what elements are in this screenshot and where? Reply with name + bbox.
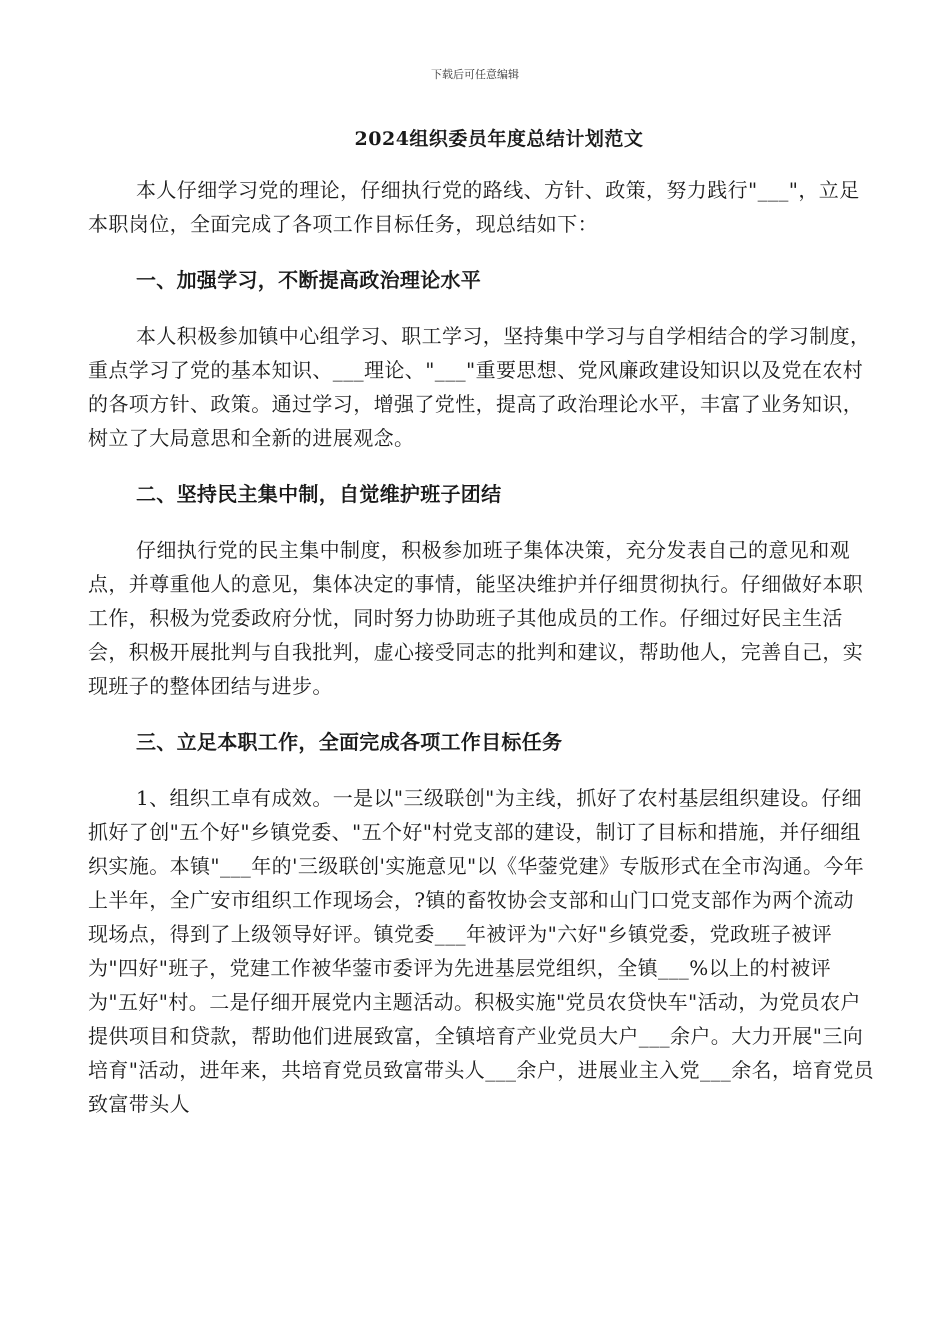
section-heading-1: 一、加强学习，不断提高政治理论水平 <box>136 268 482 292</box>
section-heading-2: 二、坚持民主集中制，自觉维护班子团结 <box>136 482 502 506</box>
intro-paragraph: 本人仔细学习党的理论，仔细执行党的路线、方针、政策，努力践行"___"，立足本职岗位，全面完成了各项工作目标任务，现总结如下： <box>88 178 860 236</box>
section-paragraph-2: 仔细执行党的民主集中制度，积极参加班子集体决策，充分发表自己的意见和观点，并尊重他人的意见，集体决定的事情，能坚决维护并仔细贯彻执行。仔细做好本职工作，积极为党委政府分忧，同时努力协助班子其他成员的工作。仔细过好民主生活会，积极开展批判与自我批判，虚心接受同志的批判和建议，帮助他人，完善自己，实现班子的整体团结与进步。 <box>88 538 864 698</box>
section-paragraph-3: 1、组织工卓有成效。一是以"三级联创"为主线，抓好了农村基层组织建设。仔细抓好了创"五个好"乡镇党委、"五个好"村党支部的建设，制订了目标和措施，并仔细组织实施。本镇"___年的'三级联创'实施意见"以《华蓥党建》专版形式在全市沟通。今年上半年，全广安市组织工作现场会，?镇的畜牧协会支部和山门口党支部作为两个流动现场点，得到了上级领导好评。镇党委___年被评为"六好"乡镇党委，党政班子被评为"四好"班子，党建工作被华蓥市委评为先进基层党组织，全镇___%以上的村被评为"五好"村。二是仔细开展党内主题活动。积极实施"党员农贷快车"活动，为党员农户提供项目和贷款，帮助他们进展致富，全镇培育产业党员大户___余户。大力开展"三向培育"活动，进年来，共培育党员致富带头人___余户，进展业主入党___余名，培育党员致富带头人 <box>88 786 874 1116</box>
document-body <box>88 150 874 1121</box>
document-title: 2024组织委员年度总结计划范文 <box>354 128 644 150</box>
section-heading-3: 三、立足本职工作，全面完成各项工作目标任务 <box>136 730 563 754</box>
section-paragraph-1: 本人积极参加镇中心组学习、职工学习，坚持集中学习与自学相结合的学习制度，重点学习了党的基本知识、___理论、"___"重要思想、党风廉政建设知识以及党在农村的各项方针、政策。通过学习，增强了党性，提高了政治理论水平，丰富了业务知识，树立了大局意思和全新的进展观念。 <box>88 324 871 450</box>
header-note: 下载后可任意编辑 <box>431 68 519 81</box>
